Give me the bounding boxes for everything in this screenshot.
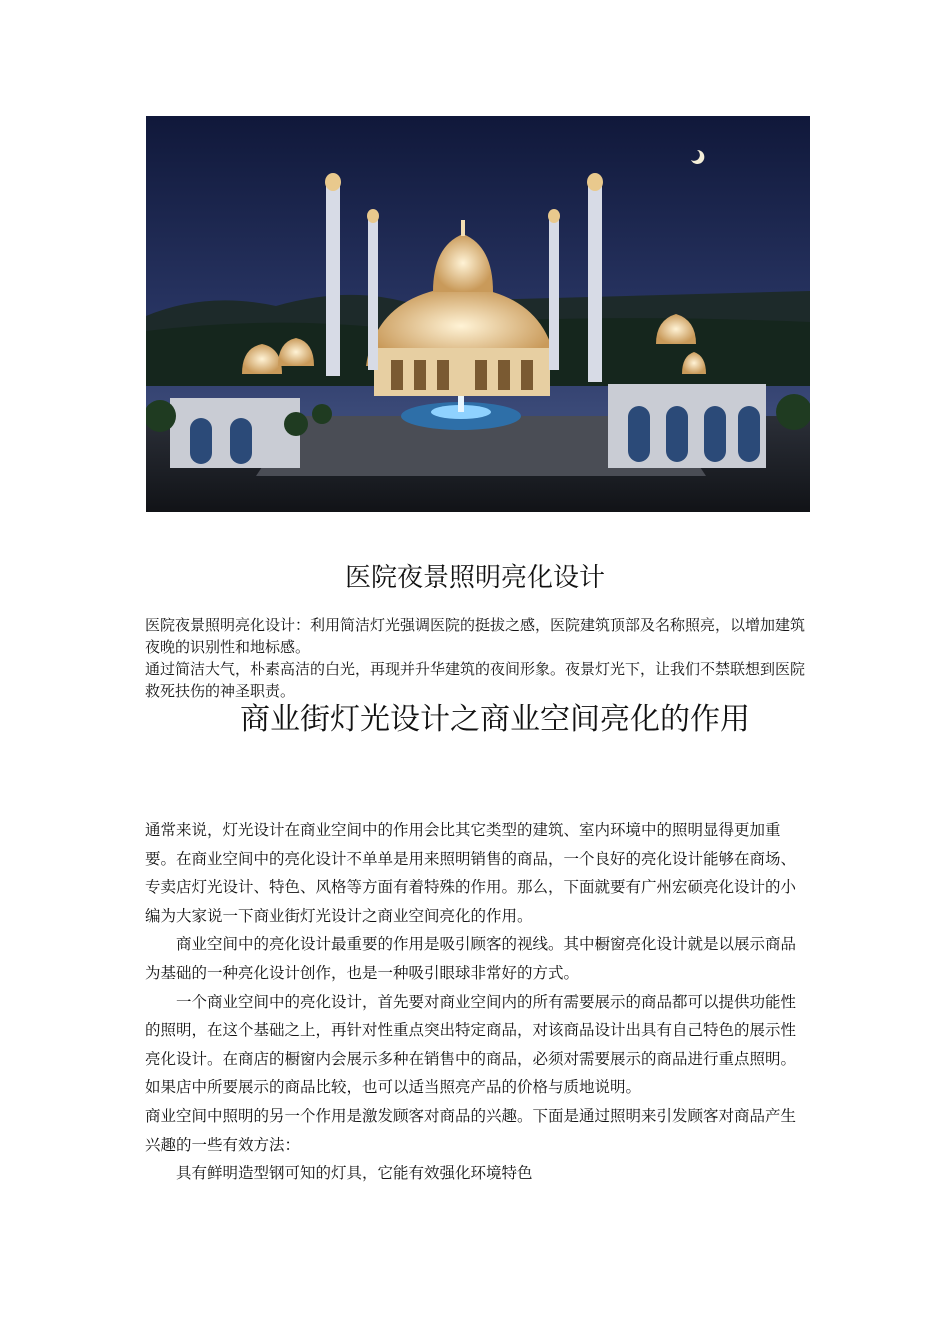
body-paragraph-5: 具有鲜明造型钢可知的灯具，它能有效强化环境特色 (176, 1164, 533, 1183)
intro-paragraph-1: 医院夜景照明亮化设计：利用简洁灯光强调医院的挺拔之感，医院建筑顶部及名称照亮，以增加建筑夜晚的识别性和地标感。 (145, 616, 806, 656)
commercial-lighting-title: 商业街灯光设计之商业空间亮化的作用 (240, 702, 750, 737)
body-paragraph-4: 商业空间中照明的另一个作用是激发顾客对商品的兴趣。下面是通过照明来引发顾客对商品产生兴趣的一些有效方法： (145, 1106, 797, 1154)
commercial-lighting-body (145, 816, 810, 1188)
body-paragraph-2: 商业空间中的亮化设计最重要的作用是吸引顾客的视线。其中橱窗亮化设计就是以展示商品为基础的一种亮化设计创作，也是一种吸引眼球非常好的方式。 (145, 935, 797, 982)
hospital-lighting-intro (145, 614, 810, 702)
hospital-lighting-title: 医院夜景照明亮化设计 (344, 563, 605, 593)
intro-paragraph-2: 通过简洁大气，朴素高洁的白光，再现并升华建筑的夜间形象。夜景灯光下，让我们不禁联想到医院救死扶伤的神圣职责。 (145, 660, 806, 700)
building-night-photo (146, 116, 810, 512)
body-paragraph-3: 一个商业空间中的亮化设计，首先要对商业空间内的所有需要展示的商品都可以提供功能性的照明，在这个基础之上，再针对性重点突出特定商品，对该商品设计出具有自己特色的展示性亮化设计。在商店的橱窗内会展示多种在销售中的商品，必须对需要展示的商品进行重点照明。如果店中所要展示的商品比较，也可以适当照亮产品的价格与质地说明。 (145, 992, 797, 1097)
body-paragraph-1: 通常来说，灯光设计在商业空间中的作用会比其它类型的建筑、室内环境中的照明显得更加重要。在商业空间中的亮化设计不单单是用来照明销售的商品，一个良好的亮化设计能够在商场、专卖店灯光设计、特色、风格等方面有着特殊的作用。那么，下面就要有广州宏硕亮化设计的小编为大家说一下商业街灯光设计之商业空间亮化的作用。 (145, 821, 797, 925)
